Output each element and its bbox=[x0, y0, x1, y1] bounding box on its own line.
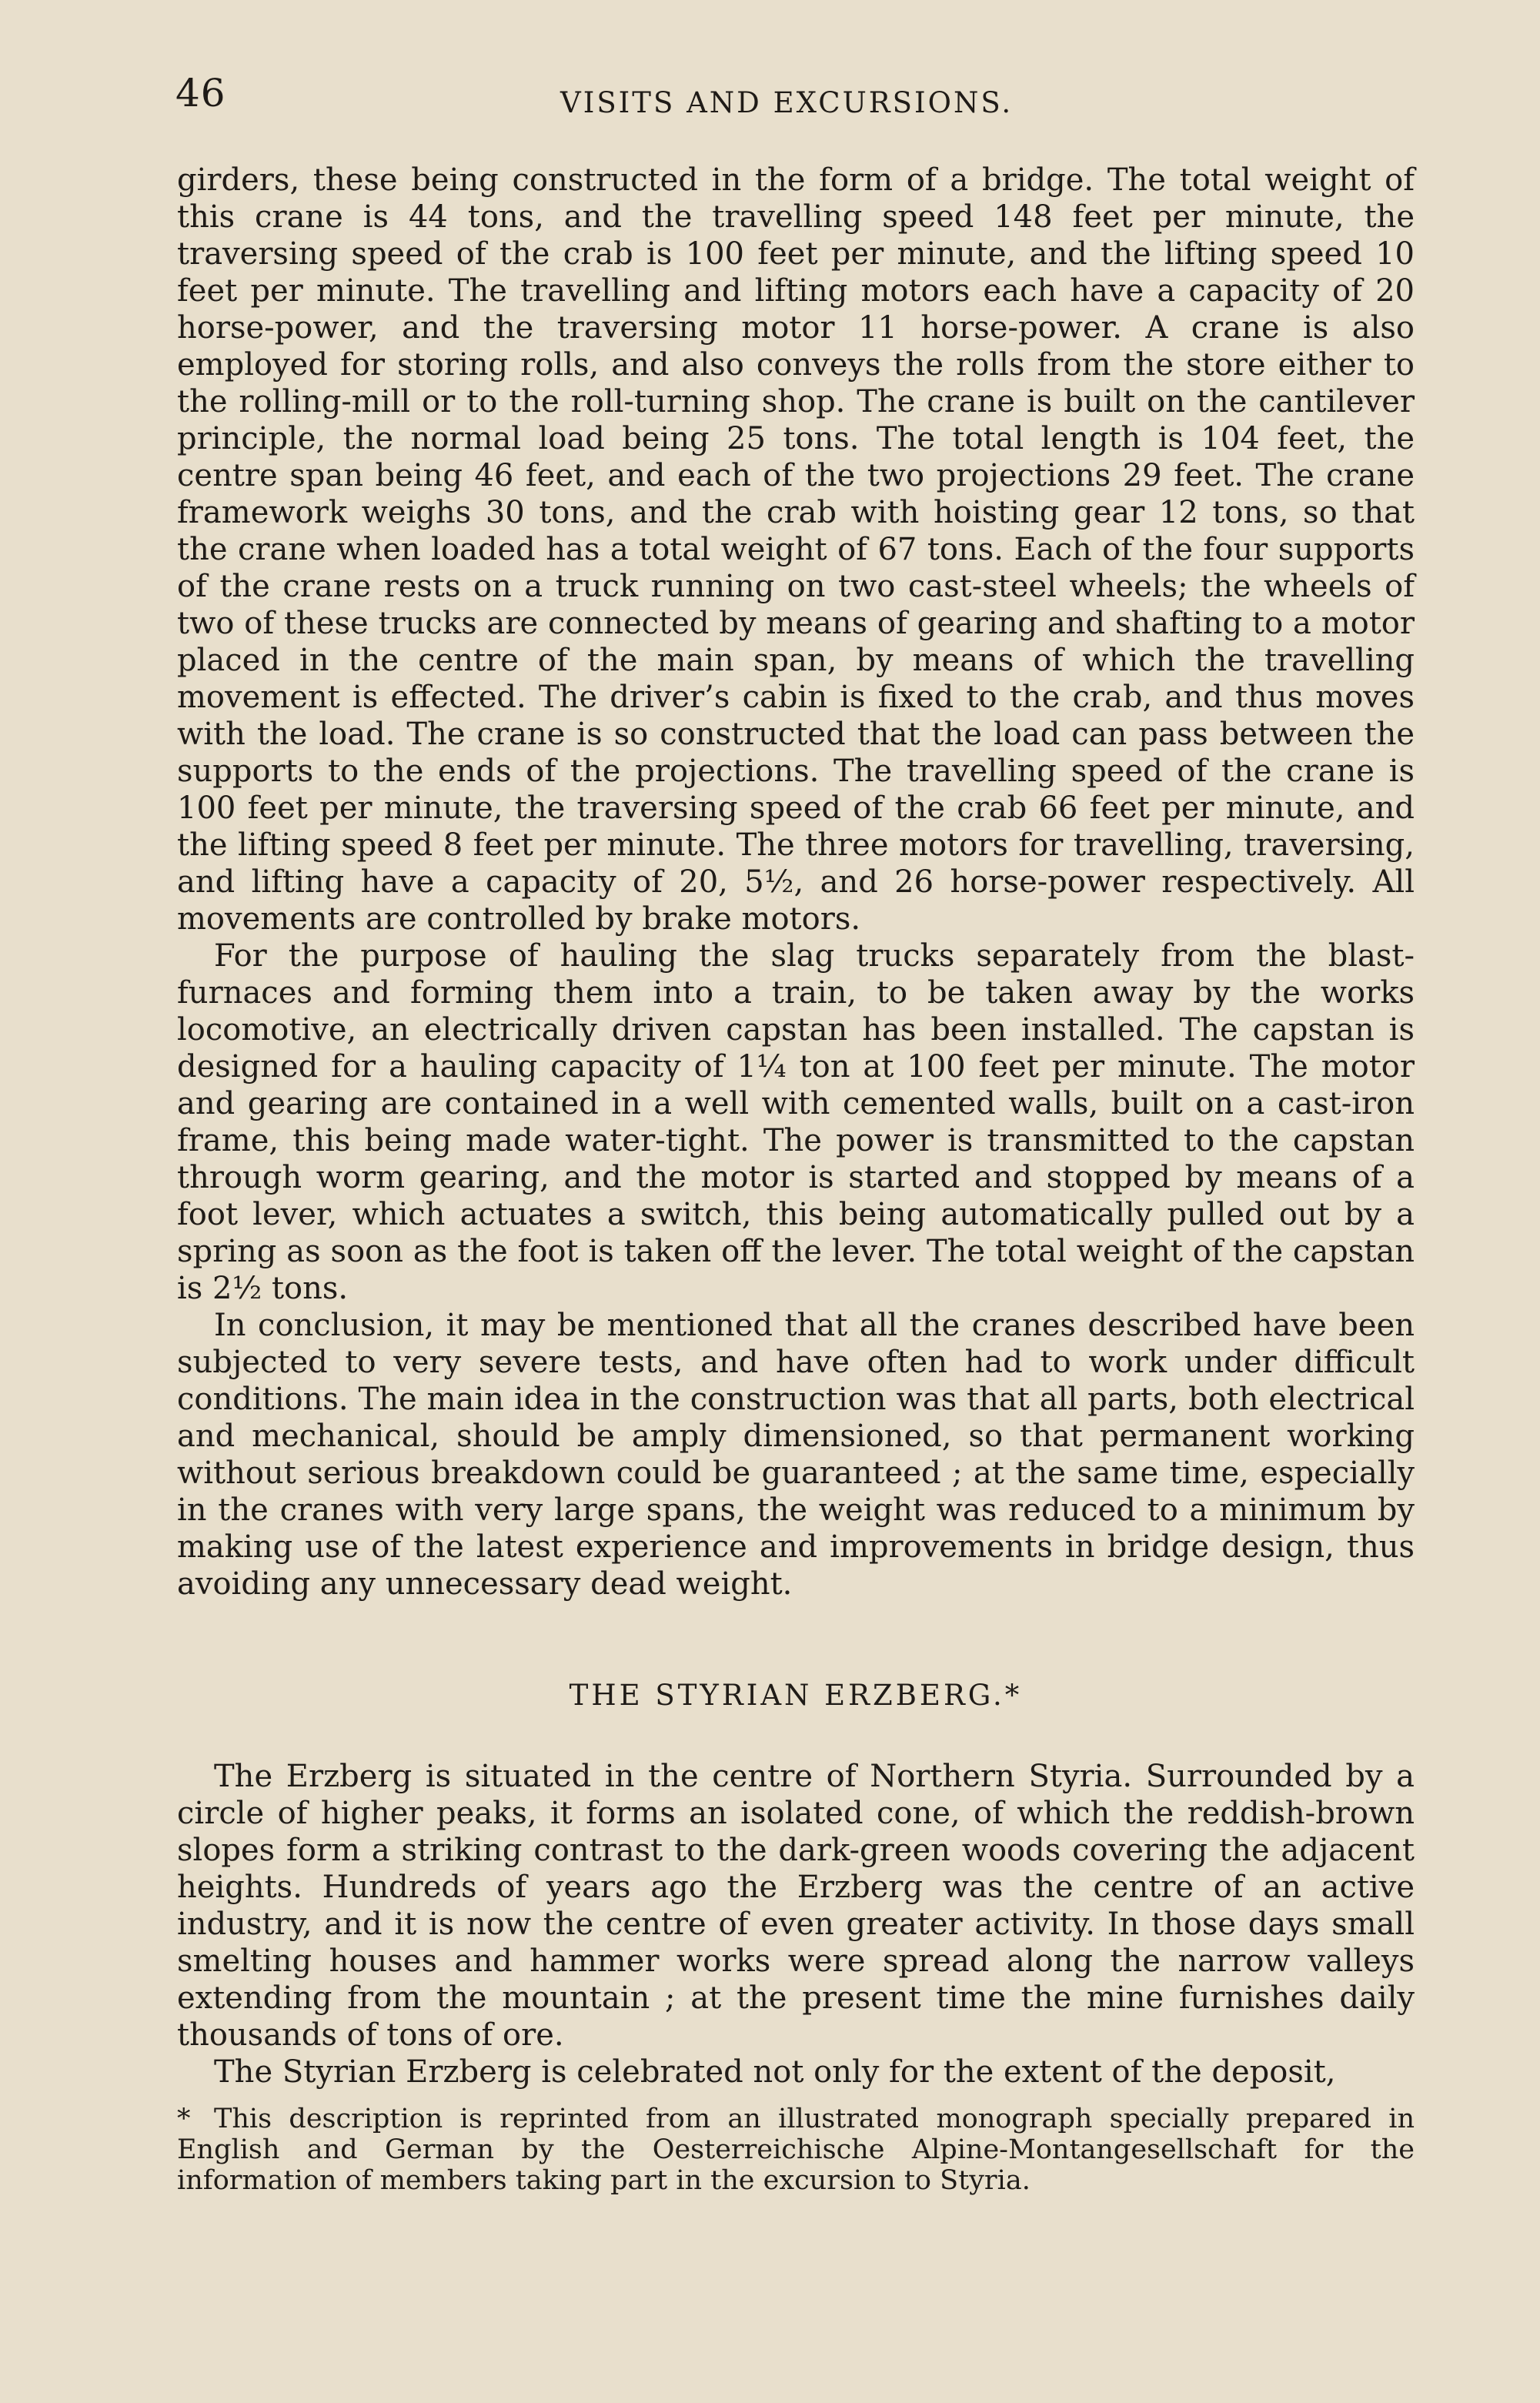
section-heading: THE STYRIAN ERZBERG.* bbox=[569, 1679, 1023, 1712]
footnote bbox=[177, 2104, 1415, 2196]
paragraph-continuation: girders, these being constructed in the form of a bridge. The total weight of this crane is 44 tons, and the travelling speed 148 feet per minute, the traversing speed of the crab is 100 feet per minute, and the lifting speed 10 feet per minute. The travelling and lifting motors each have a capacity of 20 horse-power, and the traversing motor 11 horse-power. A crane is also employed for storing rolls, and also conveys the rolls from the store either to the rolling-mill or to the roll-turning shop. The crane is built on the cantilever principle, the normal load being 25 tons. The total length is 104 feet, the centre span being 46 feet, and each of the two projections 29 feet. The crane framework weighs 30 tons, and the crab with hoisting gear 12 tons, so that the crane when loaded has a total weight of 67 tons. Each of the four supports of the crane rests on a truck running on two cast-steel wheels; the wheels of two of these trucks are connected by means of gearing and shafting to a motor placed in the centre of the main span, by means of which the travelling movement is effected. The driver’s cabin is fixed to the crab, and thus moves with the load. The crane is so constructed that the load can pass between the supports to the ends of the projections. The travelling speed of the crane is 100 feet per minute, the traversing speed of the crab 66 feet per minute, and the lifting speed 8 feet per minute. The three motors for travelling, traversing, and lifting have a capacity of 20, 5½, and 26 horse-power respectively. All movements are controlled by brake motors. bbox=[177, 162, 1415, 937]
paragraph-capstan: For the purpose of hauling the slag trucks separately from the blast-furnaces and forming them into a train, to be taken away by the works locomotive, an electrically driven capstan has been installed. The capstan is designed for a hauling capacity of 1¼ ton at 100 feet per minute. The motor and gearing are contained in a well with cemented walls, built on a cast-iron frame, this being made water-tight. The power is transmitted to the capstan through worm gearing, and the motor is started and stopped by means of a foot lever, which actuates a switch, this being automatically pulled out by a spring as soon as the foot is taken off the lever. The total weight of the capstan is 2½ tons. bbox=[177, 938, 1415, 1306]
footnote-text: This description is reprinted from an illustrated monograph specially prepared in English and German by the Oesterreichische Alpine-Montangesellschaft for the information of members taking part in the excursion to Styria. bbox=[177, 2104, 1415, 2196]
page-header bbox=[175, 71, 1415, 125]
paragraph-conclusion: In conclusion, it may be mentioned that all the cranes described have been subjected to very severe tests, and have often had to work under difficult conditions. The main idea in the construction was that all parts, both electrical and mechanical, should be amply dimensioned, so that permanent working without serious breakdown could be guaranteed ; at the same time, especially in the cranes with very large spans, the weight was reduced to a minimum by making use of the latest experience and improvements in bridge design, thus avoiding any unnecessary dead weight. bbox=[177, 1308, 1415, 1602]
footnote-mark: * bbox=[177, 2104, 191, 2134]
main-text bbox=[177, 162, 1415, 2091]
paragraph-erzberg-deposit: The Styrian Erzberg is celebrated not only for the extent of the deposit, bbox=[214, 2054, 1336, 2090]
running-head: VISITS AND EXCURSIONS. bbox=[560, 86, 1014, 119]
page-number: 46 bbox=[175, 71, 226, 115]
paragraph-erzberg-intro: The Erzberg is situated in the centre of Northern Styria. Surrounded by a circle of higher peaks, it forms an isolated cone, of which the reddish-brown slopes form a striking contrast to the dark-green woods covering the adjacent heights. Hundreds of years ago the Erzberg was the centre of an active industry, and it is now the centre of even greater activity. In those days small smelting houses and hammer works were spread along the narrow valleys extending from the mountain ; at the present time the mine furnishes daily thousands of tons of ore. bbox=[177, 1759, 1415, 2053]
